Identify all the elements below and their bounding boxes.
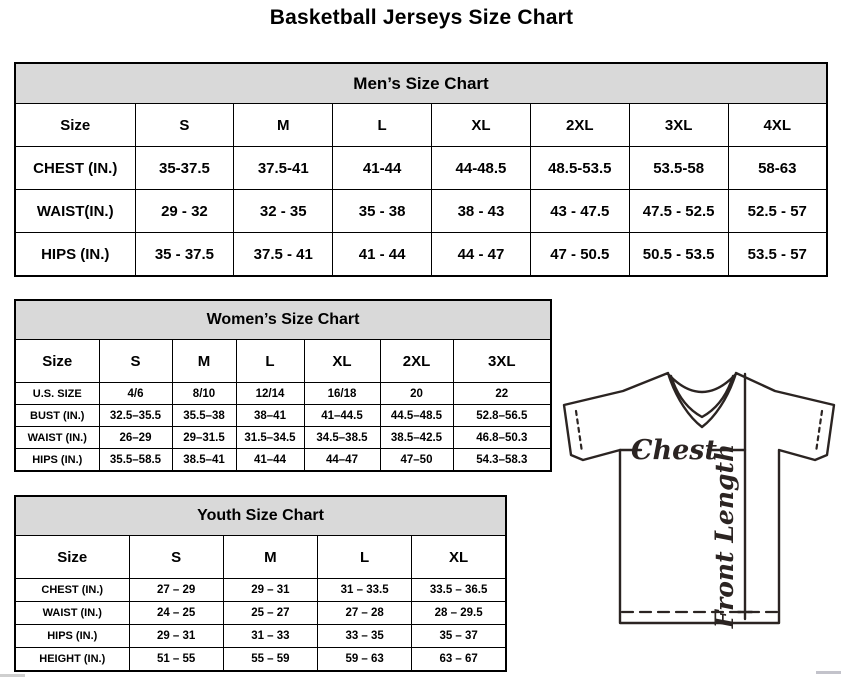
jersey-diagram-svg <box>556 361 843 629</box>
value-cell: 20 <box>380 383 453 405</box>
value-cell: 58-63 <box>728 147 827 190</box>
value-cell: 22 <box>453 383 551 405</box>
value-cell: 29 – 31 <box>223 579 317 602</box>
value-cell: 27 – 28 <box>318 602 412 625</box>
value-cell: 47 - 50.5 <box>530 233 629 277</box>
horizontal-scrollbar-fragment-left[interactable] <box>0 674 25 677</box>
row-label-cell: WAIST (IN.) <box>15 427 99 449</box>
value-cell: 47.5 - 52.5 <box>629 190 728 233</box>
value-cell: 25 – 27 <box>223 602 317 625</box>
value-cell: 26–29 <box>99 427 172 449</box>
value-cell: 29 – 31 <box>129 625 223 648</box>
value-cell: 32 - 35 <box>234 190 333 233</box>
front-length-measurement-line <box>738 374 752 619</box>
row-label-cell: HIPS (IN.) <box>15 625 129 648</box>
table-row <box>15 625 506 648</box>
value-cell: 24 – 25 <box>129 602 223 625</box>
row-label-cell: HIPS (IN.) <box>15 449 99 472</box>
column-header-cell: Size <box>15 104 135 147</box>
column-header-cell: XL <box>304 340 380 383</box>
value-cell: 52.8–56.5 <box>453 405 551 427</box>
column-header-cell: L <box>318 536 412 579</box>
row-label-cell: CHEST (IN.) <box>15 147 135 190</box>
table-row <box>15 449 551 472</box>
mens-size-chart-table <box>14 62 828 277</box>
value-cell: 41–44.5 <box>304 405 380 427</box>
value-cell: 4/6 <box>99 383 172 405</box>
value-cell: 35.5–58.5 <box>99 449 172 472</box>
table-row <box>15 648 506 672</box>
value-cell: 35-37.5 <box>135 147 234 190</box>
value-cell: 33 – 35 <box>318 625 412 648</box>
value-cell: 35 – 37 <box>412 625 506 648</box>
value-cell: 16/18 <box>304 383 380 405</box>
value-cell: 50.5 - 53.5 <box>629 233 728 277</box>
table-row <box>15 300 551 340</box>
value-cell: 38–41 <box>236 405 304 427</box>
column-header-cell: 3XL <box>629 104 728 147</box>
table-row <box>15 233 827 277</box>
column-header-cell: L <box>333 104 432 147</box>
youth-size-chart-table <box>14 495 507 672</box>
row-label-cell: WAIST(IN.) <box>15 190 135 233</box>
value-cell: 47–50 <box>380 449 453 472</box>
value-cell: 37.5 - 41 <box>234 233 333 277</box>
page-title: Basketball Jerseys Size Chart <box>269 6 574 29</box>
value-cell: 41-44 <box>333 147 432 190</box>
column-header-cell: XL <box>412 536 506 579</box>
value-cell: 38.5–42.5 <box>380 427 453 449</box>
mens-table-title: Men’s Size Chart <box>15 63 827 104</box>
column-header-cell: M <box>223 536 317 579</box>
value-cell: 44.5–48.5 <box>380 405 453 427</box>
value-cell: 48.5-53.5 <box>530 147 629 190</box>
value-cell: 53.5 - 57 <box>728 233 827 277</box>
value-cell: 46.8–50.3 <box>453 427 551 449</box>
value-cell: 31.5–34.5 <box>236 427 304 449</box>
row-label-cell: CHEST (IN.) <box>15 579 129 602</box>
chest-label: Chest <box>631 435 717 466</box>
row-label-cell: U.S. SIZE <box>15 383 99 405</box>
value-cell: 8/10 <box>172 383 236 405</box>
column-header-cell: 2XL <box>530 104 629 147</box>
jersey-outline <box>564 373 834 623</box>
table-row <box>15 190 827 233</box>
column-header-cell: L <box>236 340 304 383</box>
row-label-cell: HEIGHT (IN.) <box>15 648 129 672</box>
value-cell: 41 - 44 <box>333 233 432 277</box>
value-cell: 44-48.5 <box>432 147 531 190</box>
column-header-cell: M <box>234 104 333 147</box>
table-row <box>15 602 506 625</box>
value-cell: 51 – 55 <box>129 648 223 672</box>
column-header-cell: S <box>135 104 234 147</box>
right-sleeve-stitch-line <box>816 411 822 452</box>
value-cell: 33.5 – 36.5 <box>412 579 506 602</box>
value-cell: 43 - 47.5 <box>530 190 629 233</box>
value-cell: 34.5–38.5 <box>304 427 380 449</box>
column-header-cell: M <box>172 340 236 383</box>
table-row <box>15 536 506 579</box>
front-length-label: Front Length <box>710 443 739 629</box>
collar-band-curve <box>671 376 733 417</box>
value-cell: 12/14 <box>236 383 304 405</box>
value-cell: 35.5–38 <box>172 405 236 427</box>
row-label-cell: HIPS (IN.) <box>15 233 135 277</box>
value-cell: 63 – 67 <box>412 648 506 672</box>
value-cell: 55 – 59 <box>223 648 317 672</box>
value-cell: 52.5 - 57 <box>728 190 827 233</box>
table-row <box>15 104 827 147</box>
value-cell: 35 - 37.5 <box>135 233 234 277</box>
value-cell: 31 – 33.5 <box>318 579 412 602</box>
value-cell: 31 – 33 <box>223 625 317 648</box>
table-row <box>15 147 827 190</box>
horizontal-scrollbar-fragment-right[interactable] <box>816 671 841 674</box>
value-cell: 59 – 63 <box>318 648 412 672</box>
table-row <box>15 427 551 449</box>
value-cell: 44–47 <box>304 449 380 472</box>
value-cell: 41–44 <box>236 449 304 472</box>
value-cell: 29–31.5 <box>172 427 236 449</box>
value-cell: 35 - 38 <box>333 190 432 233</box>
column-header-cell: Size <box>15 536 129 579</box>
table-row <box>15 579 506 602</box>
table-row <box>15 383 551 405</box>
jersey-measurement-diagram <box>556 361 843 629</box>
table-row <box>15 340 551 383</box>
column-header-cell: S <box>129 536 223 579</box>
table-row <box>15 405 551 427</box>
value-cell: 38.5–41 <box>172 449 236 472</box>
value-cell: 32.5–35.5 <box>99 405 172 427</box>
column-header-cell: XL <box>432 104 531 147</box>
table-row <box>15 63 827 104</box>
value-cell: 28 – 29.5 <box>412 602 506 625</box>
value-cell: 38 - 43 <box>432 190 531 233</box>
collar-back-curve <box>669 375 735 392</box>
column-header-cell: 2XL <box>380 340 453 383</box>
left-sleeve-stitch-line <box>576 411 582 452</box>
womens-size-chart-table <box>14 299 552 472</box>
row-label-cell: WAIST (IN.) <box>15 602 129 625</box>
value-cell: 54.3–58.3 <box>453 449 551 472</box>
value-cell: 37.5-41 <box>234 147 333 190</box>
womens-table-title: Women’s Size Chart <box>15 300 551 340</box>
value-cell: 29 - 32 <box>135 190 234 233</box>
value-cell: 27 – 29 <box>129 579 223 602</box>
value-cell: 44 - 47 <box>432 233 531 277</box>
value-cell: 53.5-58 <box>629 147 728 190</box>
column-header-cell: 4XL <box>728 104 827 147</box>
table-row <box>15 496 506 536</box>
row-label-cell: BUST (IN.) <box>15 405 99 427</box>
youth-table-title: Youth Size Chart <box>15 496 506 536</box>
column-header-cell: Size <box>15 340 99 383</box>
column-header-cell: 3XL <box>453 340 551 383</box>
column-header-cell: S <box>99 340 172 383</box>
